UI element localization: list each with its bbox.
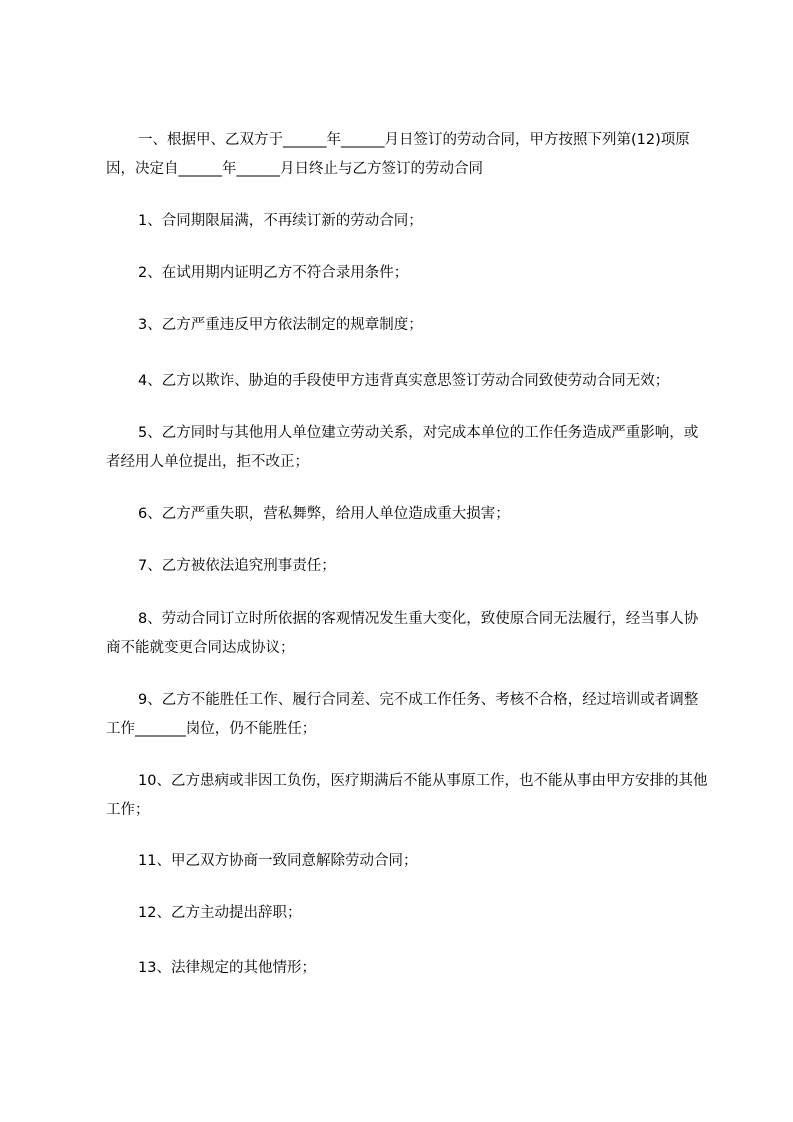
- list-item-1: 1、合同期限届满，不再续订新的劳动合同；: [138, 213, 423, 229]
- list-item-10: 10、乙方患病或非因工负伤，医疗期满后不能从事原工作，也不能从事由甲方安排的其他工作；: [106, 773, 708, 818]
- list-item-2: 2、在试用期内证明乙方不符合录用条件；: [138, 265, 409, 281]
- list-item-8: 8、劳动合同订立时所依据的客观情况发生重大变化，致使原合同无法履行，经当事人协商不能就变更合同达成协议；: [106, 611, 699, 656]
- list-item-9: 9、乙方不能胜任工作、履行合同差、完不成工作任务、考核不合格，经过培训或者调整工作_______岗位，仍不能胜任；: [106, 692, 699, 737]
- list-item-7: 7、乙方被依法追究刑事责任；: [138, 558, 336, 574]
- list-item-6: 6、乙方严重失职，营私舞弊，给用人单位造成重大损害；: [138, 506, 510, 522]
- list-item-4: 4、乙方以欺诈、胁迫的手段使甲方违背真实意思签订劳动合同致使劳动合同无效；: [138, 373, 670, 389]
- list-item-3: 3、乙方严重违反甲方依法制定的规章制度；: [138, 317, 423, 333]
- list-item-5: 5、乙方同时与其他用人单位建立劳动关系，对完成本单位的工作任务造成严重影响，或者经用人单位提出，拒不改正；: [106, 425, 699, 470]
- list-item-12: 12、乙方主动提出辞职；: [138, 905, 302, 921]
- list-item-11: 11、甲乙双方协商一致同意解除劳动合同；: [138, 853, 418, 869]
- list-item-13: 13、法律规定的其他情形；: [138, 960, 316, 976]
- intro-paragraph: 一、根据甲、乙双方于______年______月日签订的劳动合同，甲方按照下列第(12)项原因，决定自______年______月日终止与乙方签订的劳动合同: [106, 132, 690, 177]
